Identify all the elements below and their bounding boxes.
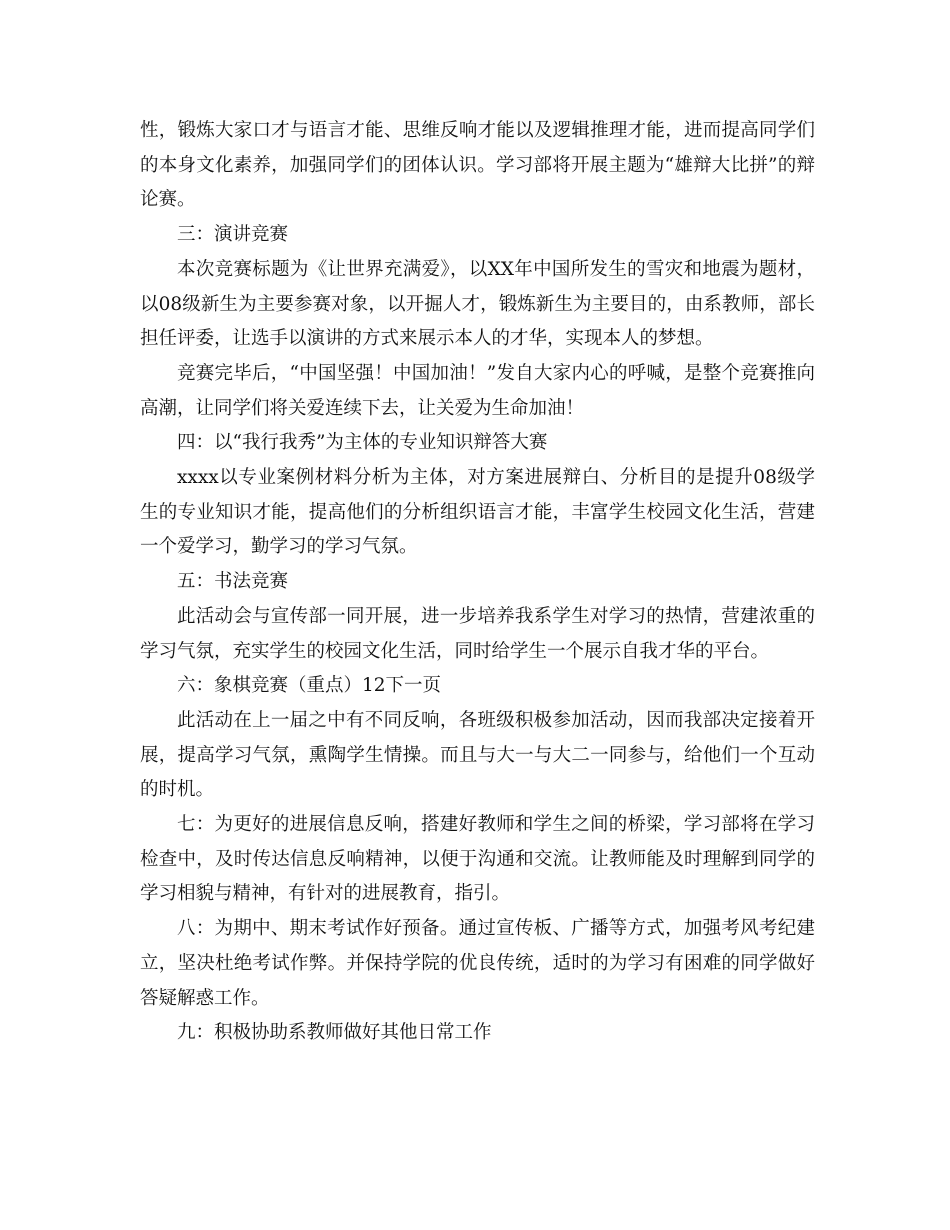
paragraph-continuation: 性，锻炼大家口才与语言才能、思维反响才能以及逻辑推理才能，进而提高同学们的本身文化素养，加强同学们的团体认识。学习部将开展主题为“雄辩大比拼”的辩论赛。 <box>140 120 815 211</box>
paragraph-speech-topic: 本次竞赛标题为《让世界充满爱》，以XX年中国所发生的雪灾和地震为题材，以08级新生为主要参赛对象，以开掘人才，锻炼新生为主要目的，由系教师，部长担任评委，让选手以演讲的方式来展示本人的才华，实现本人的梦想。 <box>140 258 815 350</box>
section-heading-speech-contest: 三：演讲竞赛 <box>177 224 289 246</box>
paragraph-exam-prep: 八：为期中、期末考试作好预备。通过宣传板、广播等方式，加强考风考纪建立，坚决杜绝考试作弊。并保持学院的优良传统，适时的为学习有困难的同学做好答疑解惑工作。 <box>140 918 815 1009</box>
section-heading-chess: 六：象棋竞赛（重点）12下一页 <box>177 675 442 697</box>
document-body <box>140 114 815 1051</box>
paragraph-speech-result: 竞赛完毕后，“中国坚强！中国加油！”发自大家内心的呼喊，是整个竞赛推向高潮，让同学们将关爱连续下去，让关爱为生命加油！ <box>140 362 815 419</box>
paragraph-calligraphy: 此活动会与宣传部一同开展，进一步培养我系学生对学习的热情，营建浓重的学习气氛，充实学生的校园文化生活，同时给学生一个展示自我才华的平台。 <box>140 605 815 662</box>
paragraph-daily-work: 九：积极协助系教师做好其他日常工作 <box>177 1022 492 1044</box>
paragraph-feedback: 七：为更好的进展信息反响，搭建好教师和学生之间的桥梁，学习部将在学习检查中，及时传达信息反响精神，以便于沟通和交流。让教师能及时理解到同学的学习相貌与精神，有针对的进展教育，指引。 <box>140 814 815 905</box>
section-heading-knowledge-contest: 四：以“我行我秀”为主体的专业知识辩答大赛 <box>177 432 548 454</box>
section-heading-calligraphy: 五：书法竞赛 <box>177 571 289 593</box>
paragraph-knowledge-contest: xxxx以专业案例材料分析为主体，对方案进展辩白、分析目的是提升08级学生的专业知识才能，提高他们的分析组织语言才能，丰富学生校园文化生活，营建一个爱学习，勤学习的学习气氛。 <box>140 467 815 558</box>
paragraph-chess: 此活动在上一届之中有不同反响，各班级积极参加活动，因而我部决定接着开展，提高学习气氛，熏陶学生情操。而且与大一与大二一同参与，给他们一个互动的时机。 <box>140 709 815 801</box>
